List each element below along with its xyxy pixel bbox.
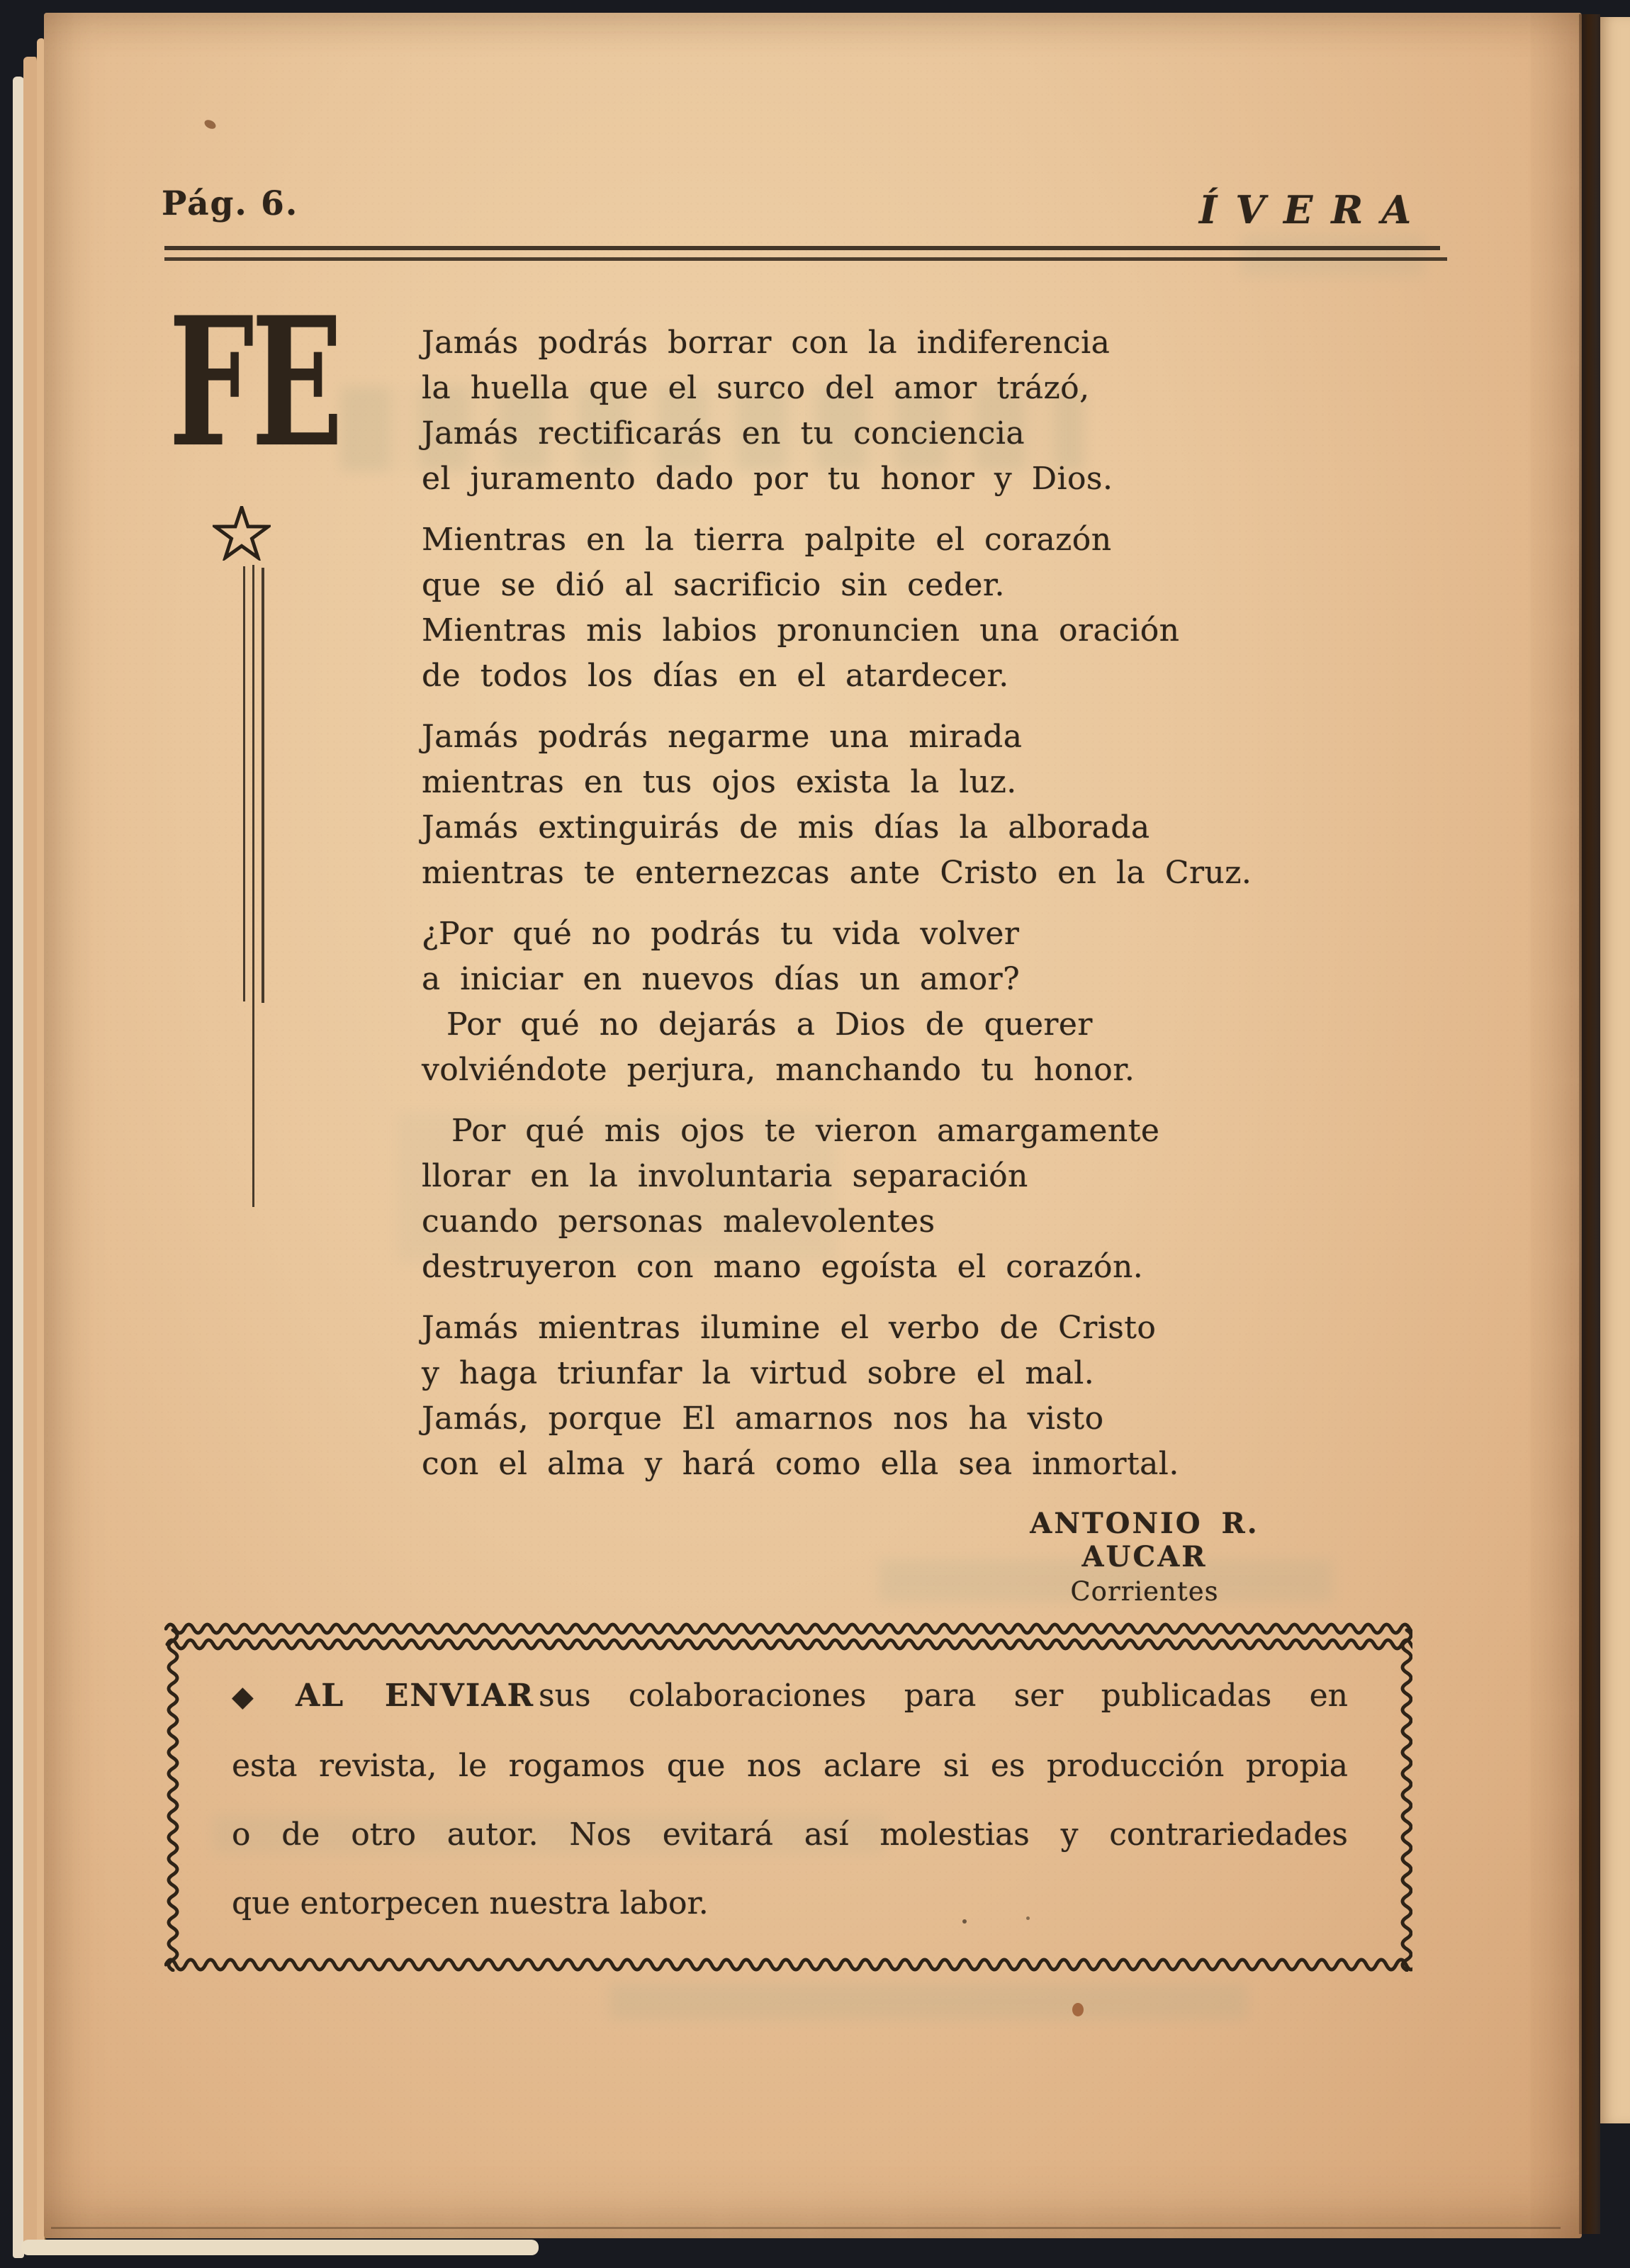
notice-text: [232, 1661, 1348, 1938]
notice-line: o de otro autor. Nos evitará así molestias y contrariedades: [232, 1817, 1348, 1853]
poem-line: ¿Por qué no podrás tu vida volver: [422, 916, 1020, 952]
notice-box: [164, 1620, 1412, 1972]
poem-line: cuando personas malevolentes: [422, 1203, 935, 1240]
poem-line: a iniciar en nuevos días un amor?: [422, 961, 1021, 997]
author-location: Corrientes: [1070, 1576, 1219, 1607]
poem-line: la huella que el surco del amor trázó,: [422, 370, 1090, 406]
poem-line: Jamás rectificarás en tu conciencia: [422, 415, 1025, 451]
star-icon: [213, 506, 271, 563]
author-name: ANTONIO R. AUCAR: [1030, 1507, 1259, 1573]
poem-body: [422, 320, 1364, 1503]
header-rule: [164, 257, 1447, 261]
poem-line: con el alma y hará como ella sea inmortal.: [422, 1446, 1179, 1482]
author-credit: [978, 1507, 1311, 1607]
poem-line: Jamás extinguirás de mis días la alborada: [422, 809, 1150, 846]
poem-stanza: [422, 1108, 1364, 1290]
header-rule: [164, 246, 1440, 250]
poem-line: Jamás podrás borrar con la indiferencia: [422, 325, 1111, 361]
poem-line: llorar en la involuntaria separación: [422, 1158, 1028, 1194]
poem-line: el juramento dado por tu honor y Dios.: [422, 461, 1113, 497]
poem-line: y haga triunfar la virtud sobre el mal.: [422, 1355, 1095, 1391]
ink-speck: [1072, 2003, 1084, 2016]
poem-stanza: [422, 911, 1364, 1093]
poem-stanza: [422, 320, 1364, 502]
notice-line: [232, 1661, 1348, 1731]
poem-line: destruyeron con mano egoísta el corazón.: [422, 1249, 1144, 1285]
poem-line: mientras en tus ojos exista la luz.: [422, 764, 1017, 800]
poem-line: Jamás podrás negarme una mirada: [422, 719, 1023, 755]
gutter-shadow: [1579, 14, 1600, 2234]
ornament-line: [243, 566, 245, 1001]
page-bottom-crease: [51, 2227, 1561, 2229]
notice-line: esta revista, le rogamos que nos aclare si es producción propia: [232, 1748, 1348, 1784]
poem-line: Por qué no dejarás a Dios de querer: [446, 1006, 1093, 1043]
poem-line: que se dió al sacrificio sin ceder.: [422, 567, 1005, 603]
poem-line: Mientras mis labios pronuncien una oración: [422, 612, 1180, 649]
notice-lead: AL ENVIAR: [296, 1678, 535, 1714]
notice-line-text: sus colaboraciones para ser publicadas en: [539, 1678, 1349, 1714]
notice-line: que entorpecen nuestra labor.: [232, 1885, 709, 1921]
masthead-title: ÍVERA: [1199, 187, 1430, 232]
page-bottom-edge: [21, 2240, 539, 2255]
poem-stanza: [422, 517, 1364, 699]
ornament-line: [262, 568, 264, 1003]
poem-line: Jamás, porque El amarnos nos ha visto: [422, 1400, 1104, 1437]
ornament-line: [252, 565, 254, 1207]
ink-speck: [962, 1919, 967, 1924]
poem-line: Mientras en la tierra palpite el corazón: [422, 522, 1112, 558]
poem-line: mientras te enternezcas ante Cristo en la Cruz.: [422, 855, 1252, 891]
page-number: Pág. 6.: [162, 184, 299, 223]
poem-line: Por qué mis ojos te vieron amargamente: [451, 1113, 1160, 1149]
diamond-icon: ◆: [232, 1680, 282, 1713]
poem-line: volviéndote perjura, manchando tu honor.: [422, 1052, 1135, 1088]
adjacent-page-edge: [1600, 17, 1630, 2123]
page-edge-strip: [13, 77, 24, 2258]
poem-stanza: [422, 1306, 1364, 1487]
poem-line: Jamás mientras ilumine el verbo de Cristo: [422, 1310, 1157, 1346]
ink-speck: [1026, 1916, 1030, 1920]
poem-line: de todos los días en el atardecer.: [422, 658, 1009, 694]
poem-title: FE: [169, 278, 341, 486]
poem-stanza: [422, 714, 1364, 896]
